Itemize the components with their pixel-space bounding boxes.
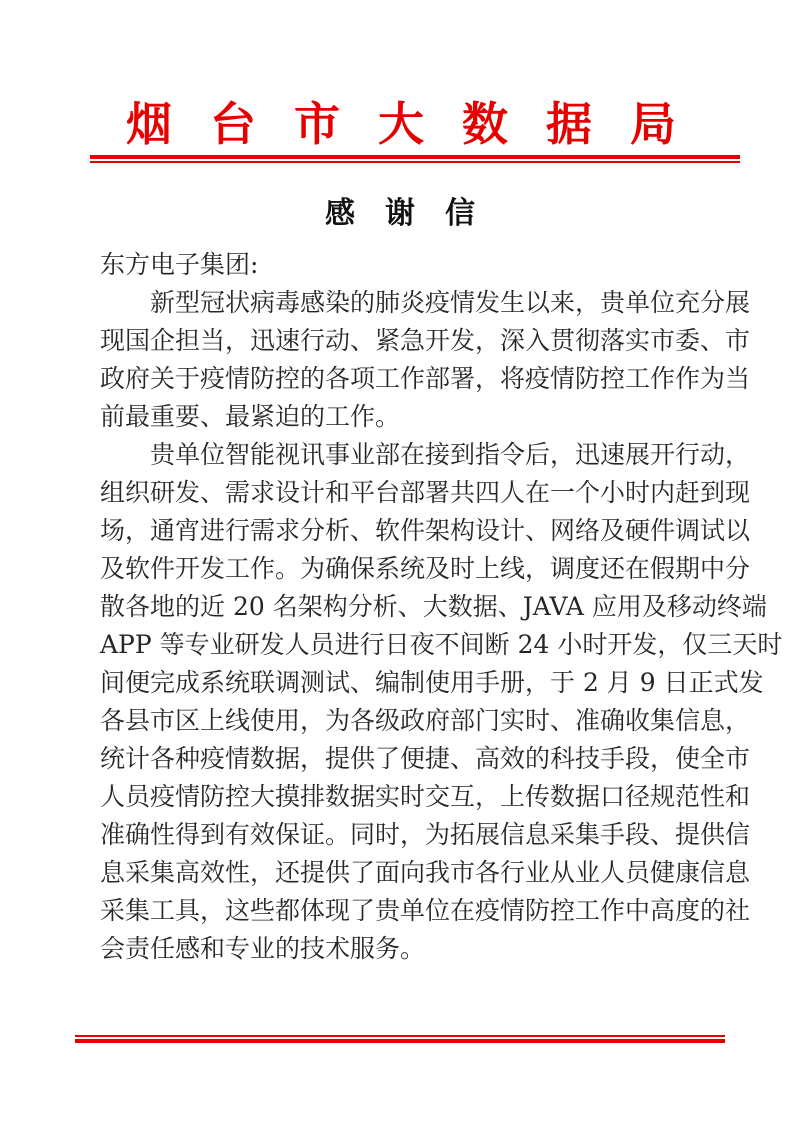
- header-rule-thin-line: [90, 161, 740, 163]
- letter-title: 感谢信: [325, 196, 505, 231]
- body-line: 统计各种疫情数据，提供了便捷、高效的科技手段，使全市: [100, 744, 751, 773]
- footer-rule: [75, 1035, 725, 1043]
- footer-rule-thick-line: [75, 1039, 725, 1043]
- body-line: 息采集高效性，还提供了面向我市各行业从业人员健康信息: [100, 858, 751, 887]
- body-line: 新型冠状病毒感染的肺炎疫情发生以来，贵单位充分展: [150, 288, 751, 317]
- body-line: 人员疫情防控大摸排数据实时交互，上传数据口径规范性和: [100, 782, 751, 811]
- body-line: 贵单位智能视讯事业部在接到指令后，迅速展开行动，: [150, 440, 751, 469]
- body-line: 组织研发、需求设计和平台部署共四人在一个小时内赶到现: [100, 478, 751, 507]
- body-line: 及软件开发工作。为确保系统及时上线，调度还在假期中分: [100, 554, 751, 583]
- body-line: 采集工具，这些都体现了贵单位在疫情防控工作中高度的社: [100, 896, 751, 925]
- letter-body: [100, 246, 783, 968]
- body-line: 现国企担当，迅速行动、紧急开发，深入贯彻落实市委、市: [100, 326, 751, 355]
- body-line: 场，通宵进行需求分析、软件架构设计、网络及硬件调试以: [100, 516, 751, 545]
- body-line: 会责任感和专业的技术服务。: [100, 934, 426, 963]
- body-line: APP 等专业研发人员进行日夜不间断 24 小时开发，仅三天时: [100, 630, 783, 659]
- body-line: 政府关于疫情防控的各项工作部署，将疫情防控工作作为当: [100, 364, 751, 393]
- body-line: 散各地的近 20 名架构分析、大数据、JAVA 应用及移动终端: [100, 592, 767, 621]
- header-rule: [90, 155, 740, 163]
- body-line: 各县市区上线使用，为各级政府部门实时、准确收集信息，: [100, 706, 751, 735]
- salutation: 东方电子集团:: [100, 250, 259, 279]
- agency-title: 烟台市大数据局: [126, 97, 714, 151]
- body-line: 前最重要、最紧迫的工作。: [100, 402, 401, 431]
- body-line: 准确性得到有效保证。同时，为拓展信息采集手段、提供信: [100, 820, 751, 849]
- body-line: 间便完成系统联调测试、编制使用手册，于 2 月 9 日正式发: [100, 668, 764, 697]
